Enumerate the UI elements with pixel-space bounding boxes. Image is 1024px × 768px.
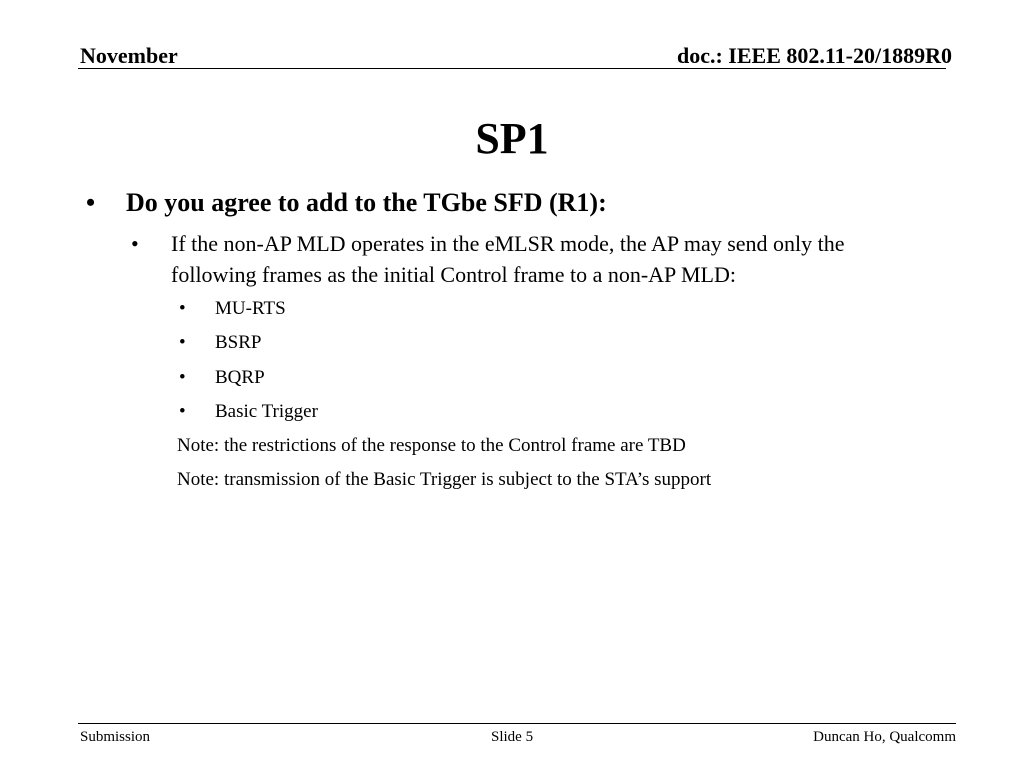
header-date: November — [80, 43, 178, 68]
bullet-marker: • — [86, 188, 96, 217]
bullet-marker: • — [179, 401, 186, 422]
frame-label: BSRP — [215, 332, 262, 353]
statement-text: If the non-AP MLD operates in the eMLSR mode, the AP may send only the following frames as the initial Control frame to a non-AP MLD: — [171, 231, 845, 287]
header-doc-id: doc.: IEEE 802.11-20/1889R0 — [676, 43, 952, 68]
question-text: Do you agree to add to the TGbe SFD (R1): — [126, 188, 607, 217]
note-text: Note: the restrictions of the response to the Control frame are TBD — [177, 435, 686, 456]
bullet-marker: • — [179, 367, 186, 388]
frame-label: MU-RTS — [215, 298, 286, 319]
note-text: Note: transmission of the Basic Trigger is subject to the STA’s support — [177, 469, 712, 490]
bullet-marker: • — [131, 231, 139, 256]
header-divider — [78, 68, 946, 69]
footer-divider — [78, 723, 956, 724]
footer-slide-number: Slide 5 — [491, 729, 534, 745]
footer-author: Duncan Ho, Qualcomm — [813, 729, 956, 745]
slide-title: SP1 — [475, 114, 549, 163]
bullet-marker: • — [179, 332, 186, 353]
footer-submission: Submission — [80, 729, 151, 745]
bullet-marker: • — [179, 298, 186, 319]
frame-label: BQRP — [215, 367, 265, 388]
frame-label: Basic Trigger — [215, 401, 318, 422]
